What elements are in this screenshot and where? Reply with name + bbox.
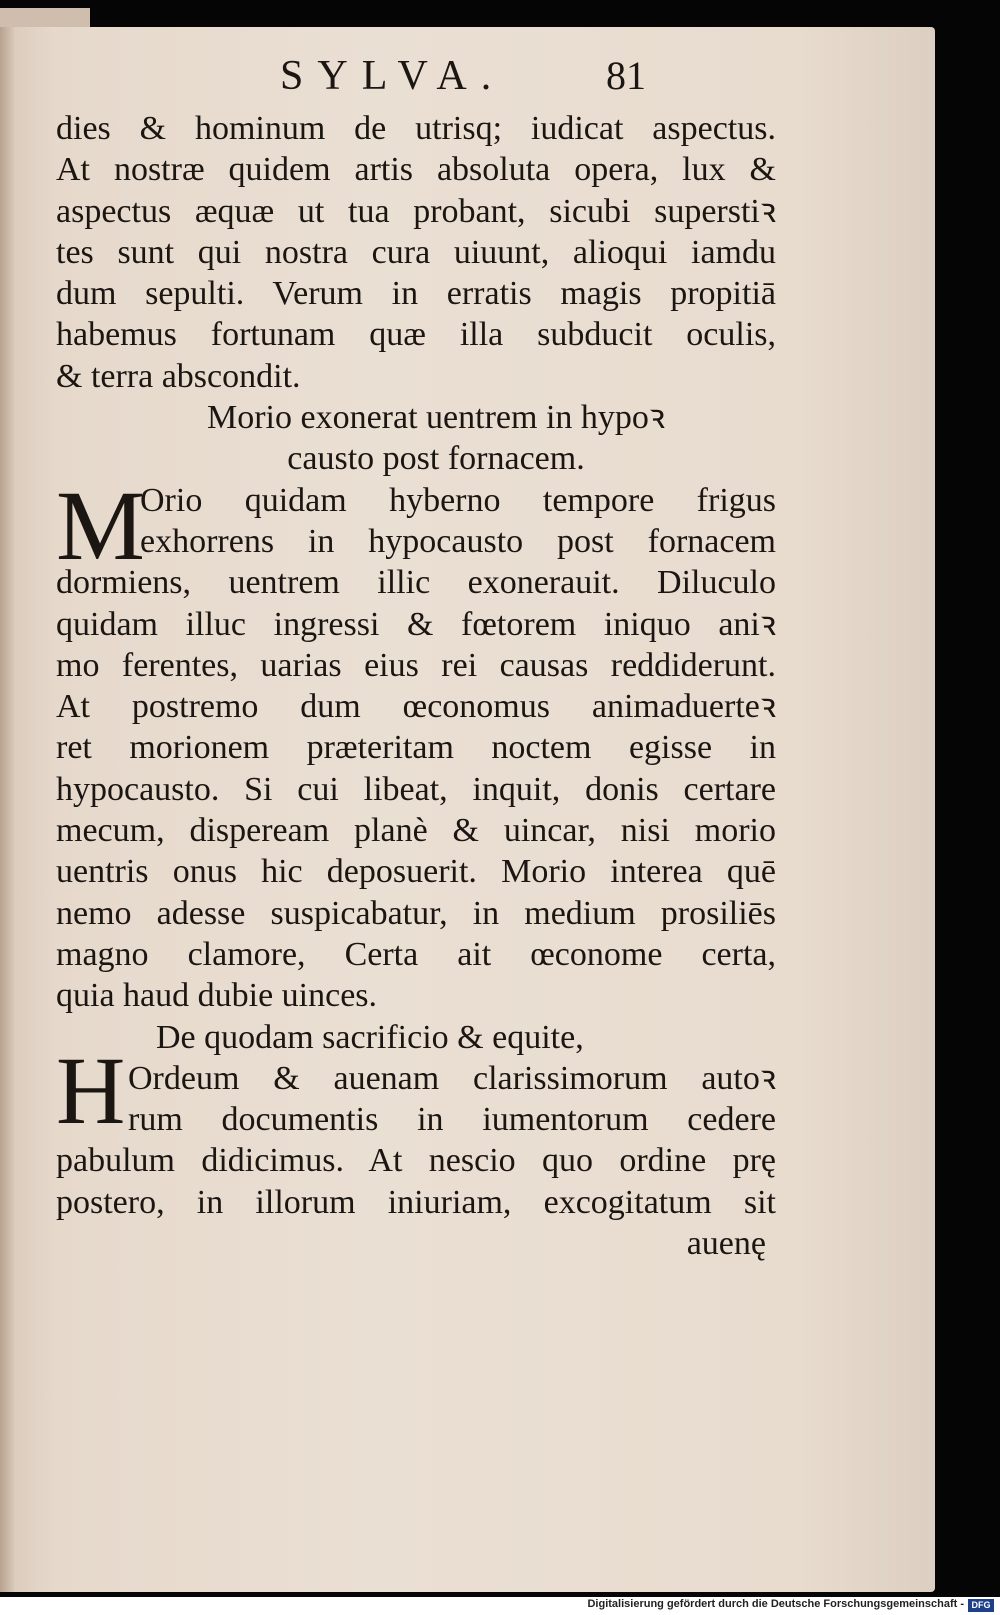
running-head: SYLVA. <box>280 53 506 99</box>
text-line: magno clamore, Certa ait œconome certa, <box>56 935 776 973</box>
section-heading-line: Morio exonerat uentrem in hypoꝛ <box>207 399 665 437</box>
text-line: At postremo dum œconomus animaduerteꝛ <box>56 688 776 726</box>
section-heading-line: causto post fornacem. <box>287 440 585 478</box>
text-line: rum documentis in iumentorum cedere <box>128 1101 776 1139</box>
drop-capital: M <box>56 470 145 581</box>
text-line: & terra abscondit. <box>56 357 301 395</box>
text-line: uentris onus hic deposuerit. Morio interea quē <box>56 853 776 891</box>
dfg-logo: DFG <box>968 1599 994 1612</box>
text-line: quidam illuc ingressi & fœtorem iniquo aniꝛ <box>56 605 776 643</box>
text-line: dum sepulti. Verum in erratis magis propitiā <box>56 275 776 313</box>
text-line: mecum, dispeream planè & uincar, nisi morio <box>56 812 776 850</box>
text-line: Orio quidam hyberno tempore frigus <box>140 481 776 519</box>
text-line: tes sunt qui nostra cura uiuunt, alioqui iamdu <box>56 233 776 271</box>
text-line: Ordeum & auenam clarissimorum autoꝛ <box>128 1059 776 1097</box>
drop-capital: H <box>56 1037 126 1144</box>
text-line: postero, in illorum iniuriam, excogitatum sit <box>56 1183 776 1221</box>
catchword: auenę <box>686 1225 766 1263</box>
page-number: 81 <box>606 53 646 98</box>
section-heading: De quodam sacrificio & equite, <box>156 1018 584 1056</box>
page-header <box>0 52 1000 102</box>
text-line: hypocausto. Si cui libeat, inquit, donis certare <box>56 770 776 808</box>
text-line: dies & hominum de utrisq; iudicat aspectus. <box>56 110 776 147</box>
page-body <box>56 108 776 1264</box>
text-line: quia haud dubie uinces. <box>56 977 378 1015</box>
spine-shadow <box>0 27 14 1592</box>
text-line: habemus fortunam quæ illa subducit oculis, <box>56 316 776 354</box>
text-line: mo ferentes, uarias eius rei causas reddiderunt. <box>56 646 776 684</box>
text-line: nemo adesse suspicabatur, in medium prosiliēs <box>56 894 776 932</box>
text-line: dormiens, uentrem illic exonerauit. Diluculo <box>56 564 776 602</box>
text-line: aspectus æquæ ut tua probant, sicubi superstiꝛ <box>56 192 776 230</box>
text-line: pabulum didicimus. At nescio quo ordine prę <box>56 1142 776 1180</box>
text-line: exhorrens in hypocausto post fornacem <box>140 522 776 560</box>
text-line: At nostræ quidem artis absoluta opera, lux & <box>56 151 776 189</box>
digitization-credit: Digitalisierung gefördert durch die Deutsche Forschungsgemeinschaft - <box>587 1598 964 1610</box>
text-line: ret morionem præteritam noctem egisse in <box>56 729 776 767</box>
